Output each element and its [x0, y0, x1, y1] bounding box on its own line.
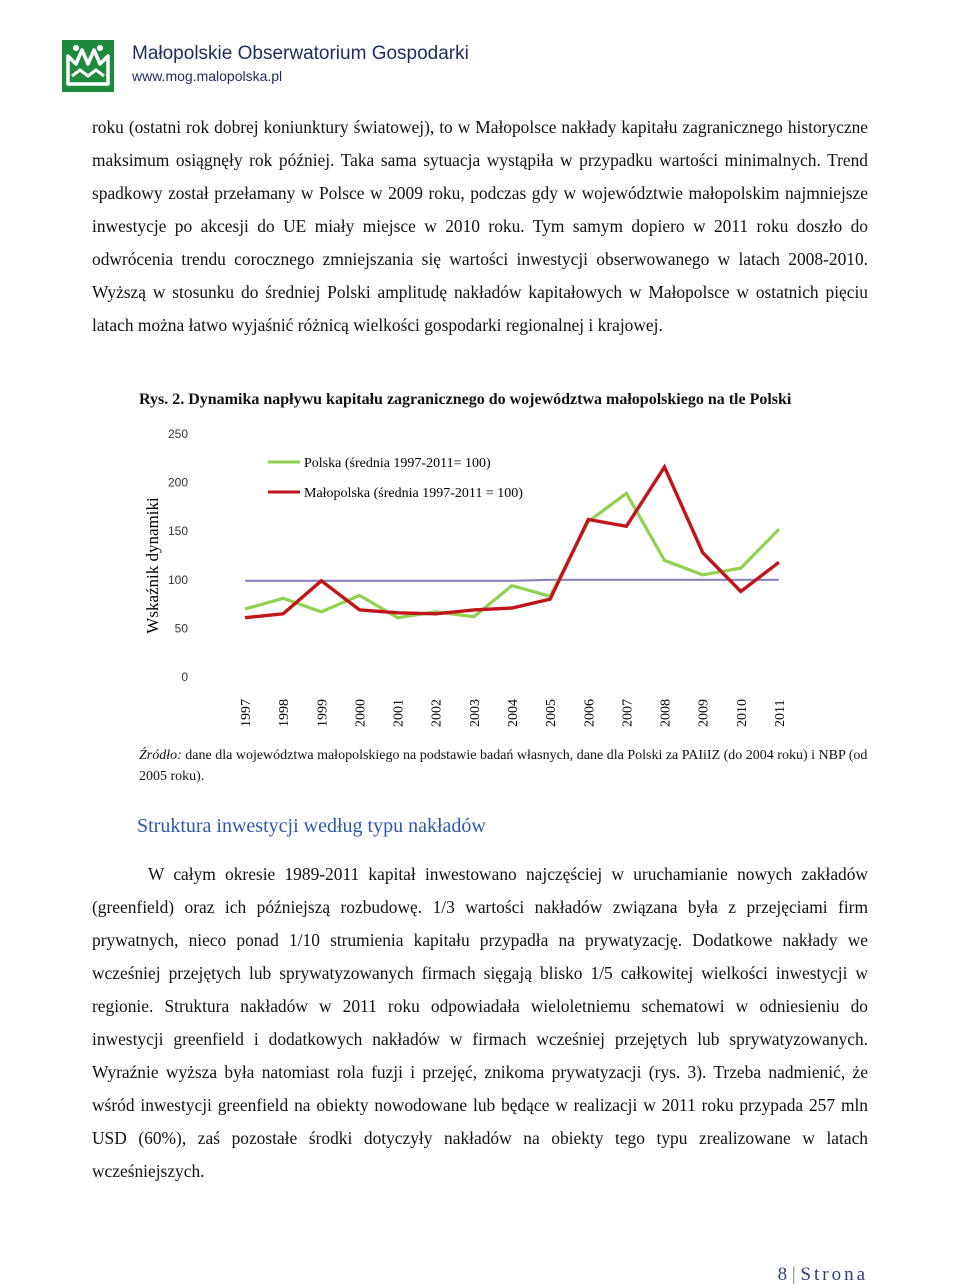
x-tick-label: 2010: [734, 699, 750, 727]
body-paragraph-2: W całym okresie 1989-2011 kapitał inwestowano najczęściej w uruchamianie nowych zakładów (greenfield) oraz ich późniejszą rozbudowę. 1/3 wartości nakładów związana była z przejęciami firm prywatnych, nieco ponad 1/10 strumienia kapitału przypadła na prywatyzację. Dodatkowe nakłady we wcześniej przejętych lub sprywatyzowanych firmach sięgają blisko 1/5 całkowitej wielkości inwestycji w regionie. Struktura nakładów w 2011 roku odpowiadała wieloletniemu schematowi w odniesieniu do inwestycji greenfield i dodatkowych nakładów w firmach wcześniej przejętych lub sprywatyzowanych. Wyraźnie wyższa była natomiast rola fuzji i przejęć, znikoma prywatyzacji (rys. 3). Trzeba nadmienić, że wśród inwestycji greenfield na obiekty nowodowane lub będące w realizacji w 2011 roku przypada 257 mln USD (60%), zaś pozostałe środki dotyczyły nakładów na obiekty tego typu zrealizowane w latach wcześniejszych.: [92, 864, 868, 1181]
baseline-series-line: [245, 580, 779, 581]
x-tick-label: 2005: [544, 699, 560, 727]
x-tick-label: 2004: [506, 699, 521, 727]
x-tick-label: 2001: [391, 699, 407, 727]
x-tick-label: 2002: [429, 699, 445, 727]
y-axis-label: Wskaźnik dynamiki: [143, 497, 162, 634]
x-tick-label: 2009: [696, 699, 712, 727]
polska-series-line: [245, 493, 779, 617]
x-tick-label: 2007: [620, 699, 636, 727]
body-paragraph-1: roku (ostatni rok dobrej koniunktury światowej), to w Małopolsce nakłady kapitału zagranicznego historyczne maksimum osiągnęły rok później. Taka sama sytuacja wystąpiła w przypadku wartości minimalnych. Trend spadkowy został przełamany w Polsce w 2009 roku, podczas gdy w województwie małopolskim najmniejsze inwestycje po akcesji do UE miały miejsce w 2010 roku. Tym samym dopiero w 2011 roku doszło do odwrócenia trendu corocznego zmniejszania się wartości inwestycji obserwowanego w latach 2008-2010. Wyższą w stosunku do średniej Polski amplitudę nakładów kapitałowych w Małopolsce w ostatnich pięciu latach można łatwo wyjaśnić różnicą wielkości gospodarki regionalnej i krajowej.: [92, 117, 868, 335]
figure-source: [139, 745, 879, 787]
logo-mark-icon: [62, 40, 114, 92]
y-tick-label: 250: [167, 427, 188, 441]
source-label: Źródło:: [139, 748, 182, 763]
page-header: [62, 40, 902, 94]
y-tick-label: 0: [181, 670, 188, 684]
figure-caption: Rys. 2. Dynamika napływu kapitału zagranicznego do województwa małopolskiego na tle Polski: [139, 391, 792, 408]
page-footer: [778, 1264, 868, 1286]
y-tick-label: 100: [167, 572, 188, 587]
x-tick-label: 2000: [353, 699, 369, 727]
x-tick-label: 2003: [467, 699, 483, 727]
y-tick-label: 150: [167, 524, 188, 539]
x-tick-label: 2006: [582, 699, 598, 727]
source-text: dane dla województwa małopolskiego na podstawie badań własnych, dane dla Polski za PAIiIZ (do 2004 roku) i NBP (od 2005 roku).: [139, 748, 868, 784]
legend-label: Polska (średnia 1997-2011= 100): [304, 456, 491, 471]
y-tick-label: 50: [174, 621, 188, 636]
footer-separator: |: [791, 1264, 796, 1285]
x-tick-label: 1998: [277, 699, 293, 727]
footer-label: Strona: [800, 1264, 868, 1285]
dynamics-line-chart: [138, 422, 838, 732]
mog-logo: [62, 40, 114, 92]
x-tick-label: 2011: [772, 699, 788, 727]
legend-label: Małopolska (średnia 1997-2011 = 100): [304, 486, 523, 501]
organization-name: Małopolskie Obserwatorium Gospodarki: [132, 43, 469, 64]
x-tick-label: 2008: [658, 699, 674, 727]
x-tick-label: 1997: [239, 699, 255, 727]
y-tick-label: 200: [167, 475, 188, 490]
page-number: 8: [777, 1264, 788, 1285]
section-title: Struktura inwestycji według typu nakładów: [137, 815, 486, 837]
x-tick-label: 1999: [315, 699, 331, 727]
organization-url[interactable]: www.mog.malopolska.pl: [132, 68, 283, 84]
